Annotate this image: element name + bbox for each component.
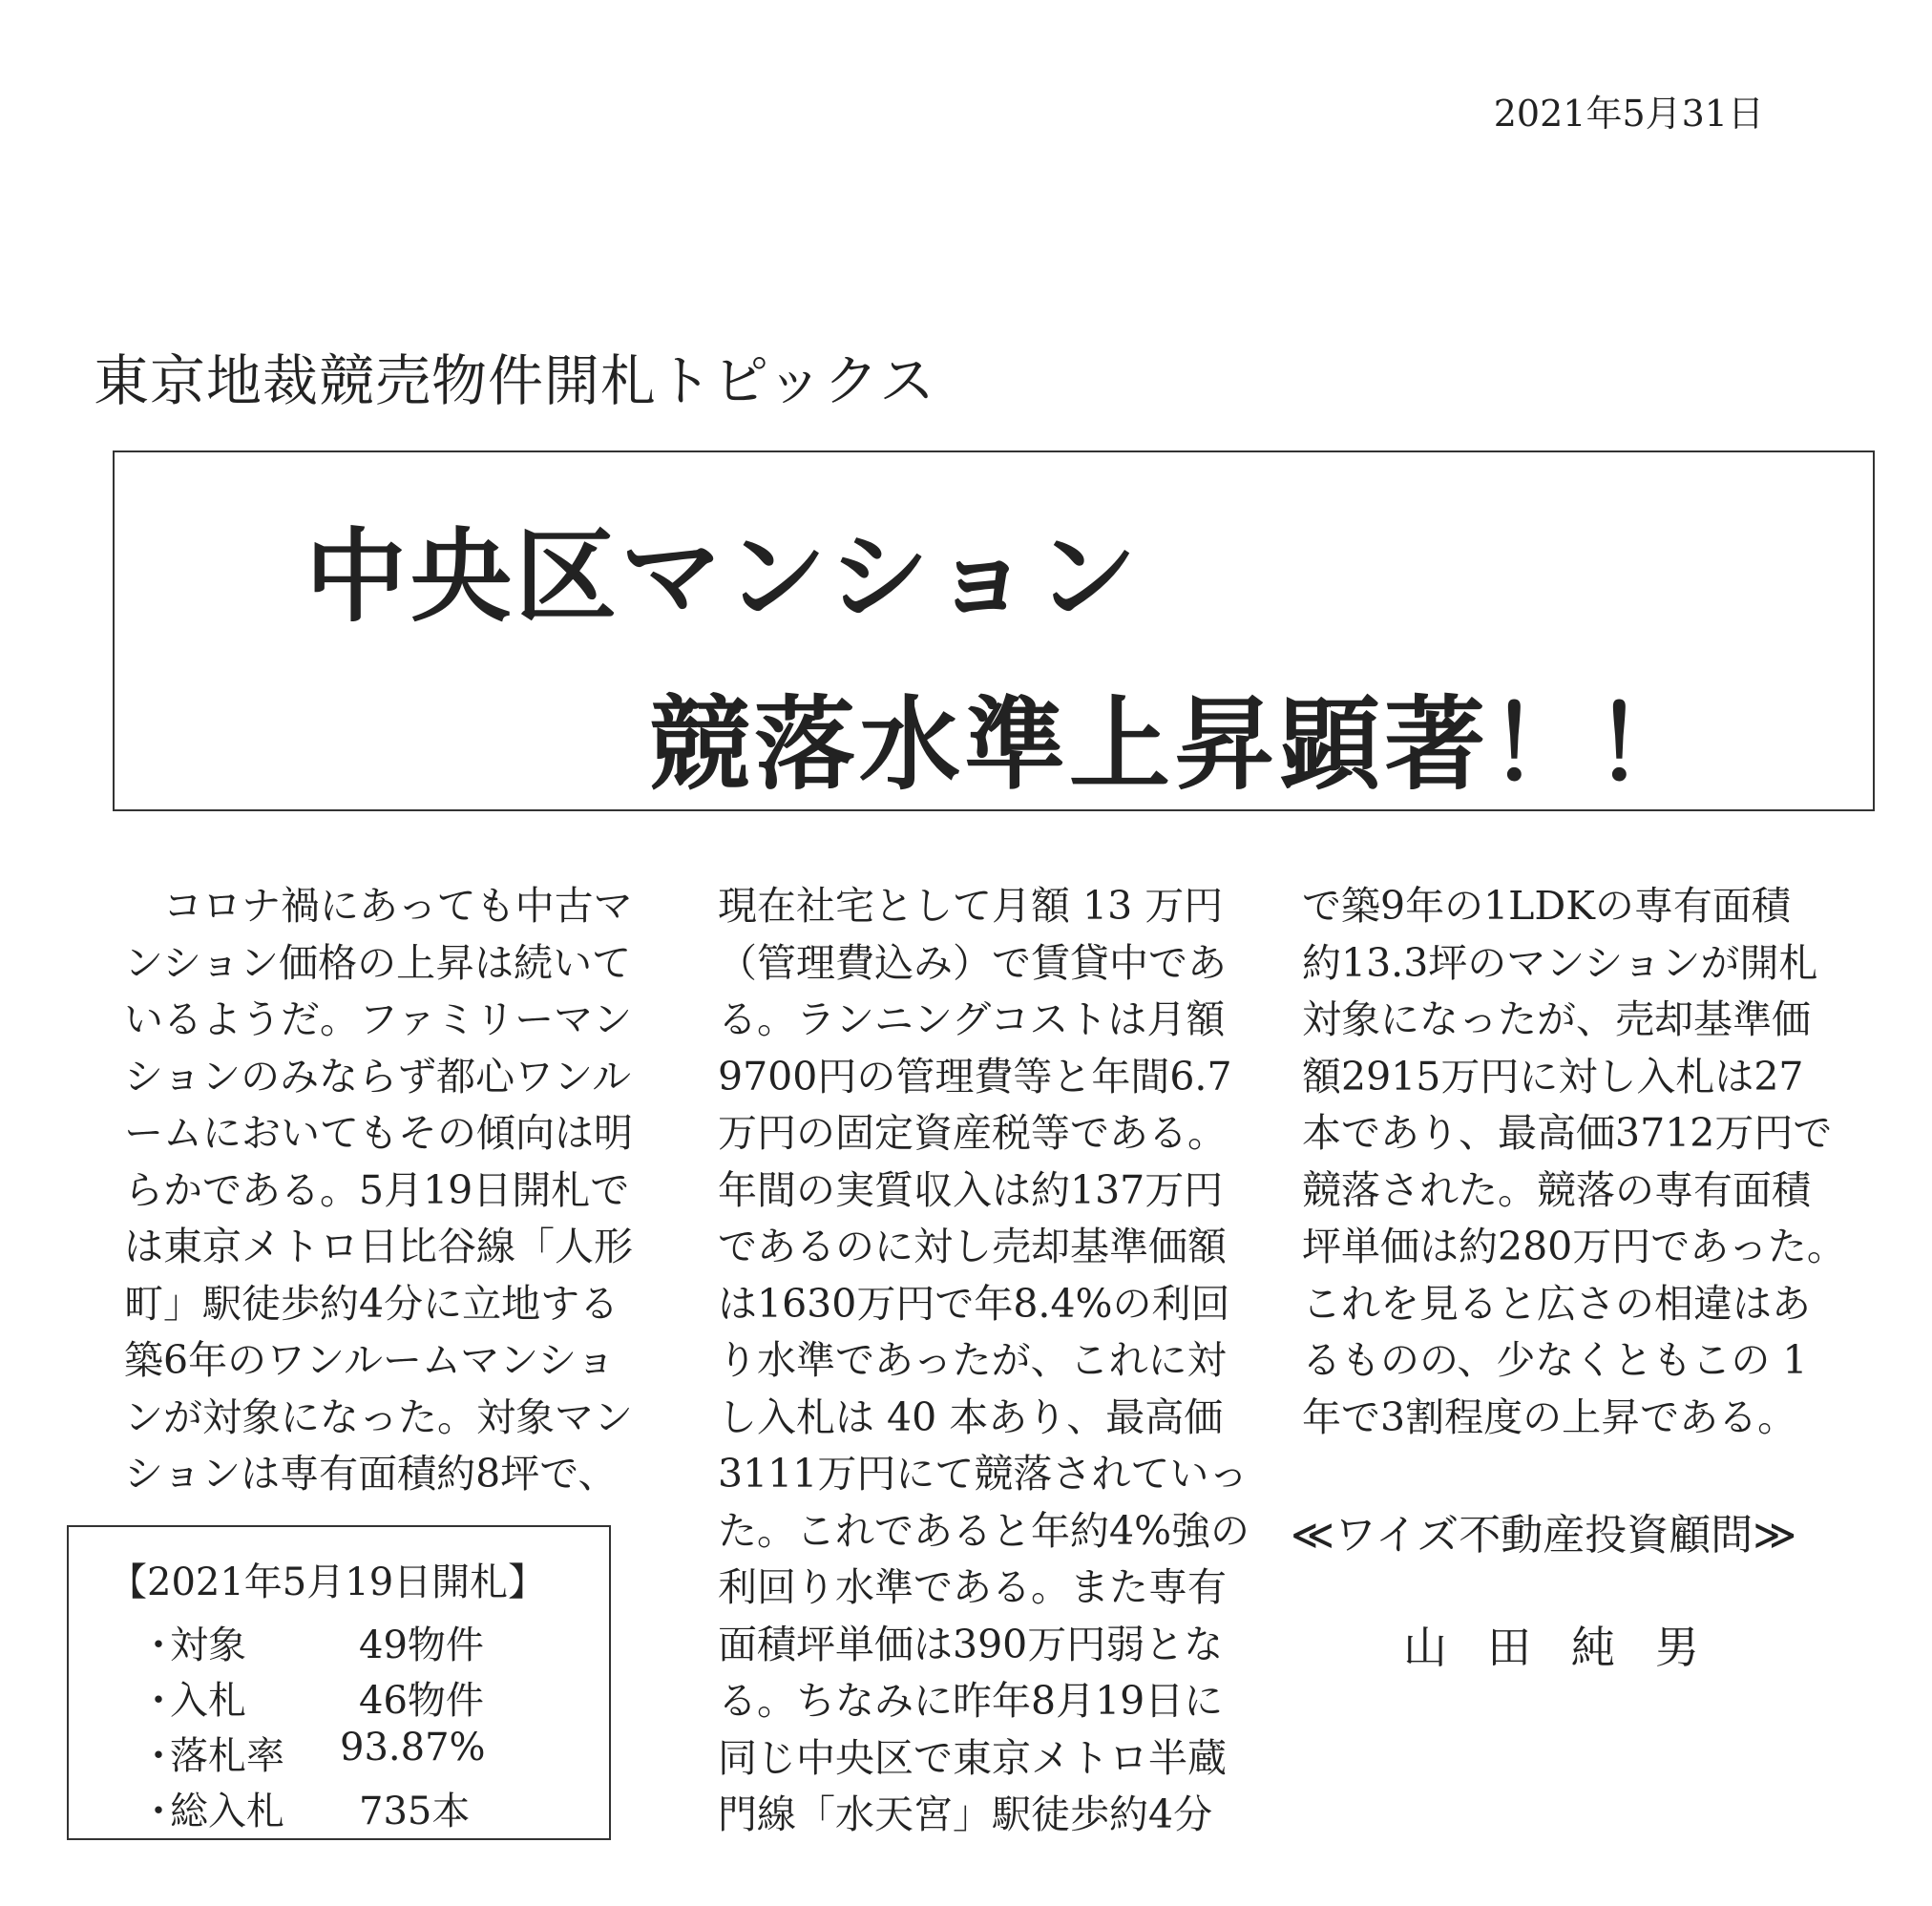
body-text-line: 万円の固定資産税等である。	[718, 1110, 1227, 1156]
body-text-line: で築9年の1LDKの専有面積	[1302, 883, 1791, 929]
body-text-line: 3111万円にて競落されていっ	[718, 1451, 1249, 1497]
body-text-line: る。ランニングコストは月額	[718, 996, 1226, 1042]
summary-bullet: ・	[139, 1679, 178, 1723]
auction-summary-box	[67, 1525, 611, 1840]
summary-row-target	[139, 1615, 540, 1666]
document-date: 2021年5月31日	[1493, 93, 1764, 135]
body-text-line: 競落された。競落の専有面積	[1302, 1166, 1811, 1213]
summary-label: 入札	[170, 1679, 246, 1723]
summary-value: 93.87%	[340, 1726, 486, 1770]
body-text-line: 年で3割程度の上昇である。	[1302, 1393, 1797, 1440]
body-text-line: ンション価格の上昇は続いて	[124, 939, 632, 986]
body-text-line: ションのみならず都心ワンル	[124, 1053, 632, 1100]
body-text-line: し入札は 40 本あり、最高価	[718, 1393, 1224, 1440]
body-text-line: た。これであると年約4%強の	[718, 1507, 1250, 1554]
body-text-line: ションは専有面積約8坪で、	[124, 1451, 618, 1497]
body-text-line: 本であり、最高価3712万円で	[1302, 1110, 1833, 1156]
body-text-line: 年間の実質収入は約137万円	[718, 1166, 1224, 1213]
summary-row-success-rate	[139, 1726, 540, 1777]
headline-line-2: 競落水準上昇顕著！！	[649, 686, 1699, 804]
body-column-2	[718, 878, 1250, 1844]
summary-value: 49物件	[359, 1623, 484, 1667]
body-text-line: 9700円の管理費等と年間6.7	[718, 1053, 1232, 1100]
body-text-line: これを見ると広さの相違はあ	[1302, 1280, 1811, 1327]
body-text-line: 約13.3坪のマンションが開札	[1302, 939, 1818, 986]
body-text-line: 現在社宅として月額 13 万円	[718, 883, 1224, 929]
body-text-line: であるのに対し売却基準価額	[718, 1224, 1227, 1269]
body-text-line: る。ちなみに昨年8月19日に	[718, 1678, 1224, 1724]
body-text-line: 坪単価は約280万円であった。	[1302, 1224, 1846, 1269]
body-text-line: は東京メトロ日比谷線「人形	[124, 1224, 633, 1269]
summary-title: 【2021年5月19日開札】	[109, 1560, 547, 1604]
summary-label: 総入札	[170, 1790, 284, 1833]
body-text-line: 額2915万円に対し入札は27	[1302, 1053, 1804, 1100]
body-text-line: コロナ禍にあっても中古マ	[124, 883, 633, 929]
body-text-line: るものの、少なくともこの 1	[1302, 1337, 1808, 1383]
body-text-line: 門線「水天宮」駅徒歩約4分	[718, 1791, 1213, 1837]
summary-value: 46物件	[359, 1679, 484, 1723]
body-column-1	[124, 878, 633, 1503]
summary-value: 735本	[359, 1790, 471, 1833]
series-title: 東京地裁競売物件開札トピックス	[94, 348, 936, 413]
body-text-line: り水準であったが、これに対	[718, 1337, 1227, 1383]
body-text-line: は1630万円で年8.4%の利回	[718, 1280, 1230, 1327]
body-text-line: 同じ中央区で東京メトロ半蔵	[718, 1734, 1227, 1781]
summary-label: 落札率	[170, 1734, 284, 1778]
summary-row-bids	[139, 1670, 540, 1722]
body-text-line: 利回り水準である。また専有	[718, 1564, 1227, 1610]
body-text-line: いるようだ。ファミリーマン	[124, 996, 633, 1042]
headline-box	[113, 450, 1875, 811]
body-text-line: ンが対象になった。対象マン	[124, 1393, 633, 1440]
body-text-line: 築6年のワンルームマンショ	[124, 1337, 616, 1383]
summary-row-total-bids	[139, 1781, 540, 1833]
body-text-line: らかである。5月19日開札で	[124, 1166, 630, 1213]
body-text-line: 町」駅徒歩約4分に立地する	[124, 1280, 620, 1327]
body-text-line: 面積坪単価は390万円弱とな	[718, 1621, 1224, 1667]
body-column-3	[1302, 878, 1846, 1446]
summary-bullet: ・	[139, 1623, 178, 1667]
summary-bullet: ・	[139, 1734, 178, 1778]
body-text-line: （管理費込み）で賃貸中であ	[718, 939, 1227, 986]
body-text-line: 対象になったが、売却基準価	[1302, 996, 1811, 1042]
author-name: 山田純男	[1403, 1622, 1739, 1673]
body-text-line: ームにおいてもその傾向は明	[124, 1110, 633, 1156]
headline-line-1: 中央区マンション	[305, 518, 1142, 636]
summary-label: 対象	[170, 1623, 246, 1667]
summary-bullet: ・	[139, 1790, 178, 1833]
author-organization: ≪ワイズ不動産投資顧問≫	[1291, 1511, 1797, 1560]
